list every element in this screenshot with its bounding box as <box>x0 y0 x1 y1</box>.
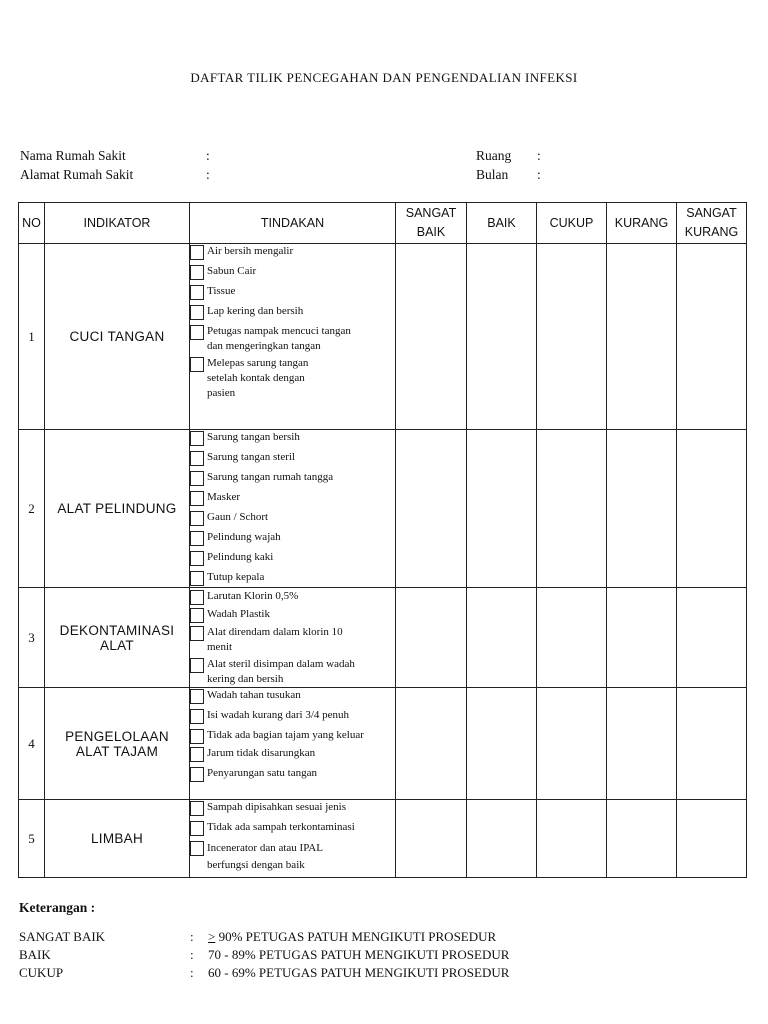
checkbox[interactable] <box>190 551 204 566</box>
legend-value <box>208 929 496 945</box>
checkbox[interactable] <box>190 658 204 673</box>
row-indicator: ALAT PELINDUNG <box>45 430 190 588</box>
checklist-item-label: Tutup kepala <box>207 571 265 583</box>
checklist-item-label: Isi wadah kurang dari 3/4 penuh <box>207 709 350 721</box>
month-label: Bulan <box>476 167 509 182</box>
info-right <box>476 148 626 186</box>
checklist-item-label: Alat steril disimpan dalam wadah kering dan bersih <box>207 658 355 685</box>
checkbox[interactable] <box>190 531 204 546</box>
info-left <box>20 148 320 186</box>
checkbox[interactable] <box>190 325 204 340</box>
room-label: Ruang <box>476 148 512 163</box>
header-cukup: CUKUP <box>537 203 607 244</box>
checklist-item-label: Air bersih mengalir <box>207 245 294 257</box>
checklist-item-label: Tidak ada sampah terkontaminasi <box>207 821 355 833</box>
rating-cell[interactable] <box>677 588 747 688</box>
rating-cell[interactable] <box>396 430 467 588</box>
row-indicator: CUCI TANGAN <box>45 244 190 430</box>
checkbox[interactable] <box>190 709 204 724</box>
rating-cell[interactable] <box>396 588 467 688</box>
hospital-name-colon: : <box>206 148 210 163</box>
rating-cell[interactable] <box>607 244 677 430</box>
rating-cell[interactable] <box>677 244 747 430</box>
checklist-item <box>190 800 395 816</box>
checkbox[interactable] <box>190 821 204 836</box>
checkbox[interactable] <box>190 767 204 782</box>
rating-cell[interactable] <box>396 800 467 878</box>
rating-cell[interactable] <box>467 688 537 800</box>
checklist-item <box>190 284 395 300</box>
rating-cell[interactable] <box>467 800 537 878</box>
header-baik: BAIK <box>467 203 537 244</box>
checklist-item <box>190 356 395 401</box>
checklist-item-label: Larutan Klorin 0,5% <box>207 590 299 602</box>
row-number: 4 <box>19 688 45 800</box>
checklist-item <box>190 430 395 446</box>
rating-cell[interactable] <box>467 430 537 588</box>
document-title: DAFTAR TILIK PENCEGAHAN DAN PENGENDALIAN INFEKSI <box>190 70 578 85</box>
checklist-item-label: Penyarungan satu tangan <box>207 767 317 779</box>
checklist-item-label: Wadah tahan tusukan <box>207 689 301 701</box>
table-row <box>19 430 747 588</box>
row-actions <box>190 800 396 878</box>
checkbox[interactable] <box>190 747 204 762</box>
checklist-item <box>190 728 395 744</box>
room-colon: : <box>537 148 541 163</box>
checkbox[interactable] <box>190 689 204 704</box>
hospital-address-colon: : <box>206 167 210 182</box>
table-header-row <box>19 203 747 244</box>
legend-label: SANGAT BAIK <box>19 929 106 944</box>
checkbox[interactable] <box>190 305 204 320</box>
legend-value <box>208 965 509 981</box>
checklist-item-label: Masker <box>207 491 240 503</box>
checkbox[interactable] <box>190 431 204 446</box>
info-row-hospital-name <box>20 148 320 167</box>
checklist-item-label: Lap kering dan bersih <box>207 305 304 317</box>
row-number: 2 <box>19 430 45 588</box>
checklist-item-label: Incenerator dan atau IPAL berfungsi dengan baik <box>207 842 323 871</box>
checklist-item-label: Sarung tangan steril <box>207 451 295 463</box>
legend-value-text: 60 - 69% PETUGAS PATUH MENGIKUTI PROSEDUR <box>208 965 510 980</box>
info-row-month <box>476 167 626 186</box>
rating-cell[interactable] <box>607 430 677 588</box>
checklist-item-label: Pelindung wajah <box>207 531 281 543</box>
checklist-item <box>190 450 395 466</box>
checkbox[interactable] <box>190 608 204 623</box>
checkbox[interactable] <box>190 245 204 260</box>
checklist-item <box>190 470 395 486</box>
checkbox[interactable] <box>190 590 204 605</box>
table-row <box>19 800 747 878</box>
checklist-item <box>190 490 395 506</box>
checkbox[interactable] <box>190 841 204 856</box>
checklist-item <box>190 820 395 836</box>
legend-colon: : <box>190 947 194 962</box>
checkbox[interactable] <box>190 571 204 586</box>
rating-cell[interactable] <box>396 244 467 430</box>
rating-cell[interactable] <box>607 800 677 878</box>
checklist-item-label: Tidak ada bagian tajam yang keluar <box>207 729 364 741</box>
checklist-item <box>190 510 395 526</box>
hospital-name-label: Nama Rumah Sakit <box>20 148 126 163</box>
checkbox[interactable] <box>190 265 204 280</box>
checklist-item <box>190 708 395 724</box>
rating-cell[interactable] <box>537 688 607 800</box>
checklist-item <box>190 589 395 605</box>
checkbox[interactable] <box>190 451 204 466</box>
checklist-item-label: Gaun / Schort <box>207 511 269 523</box>
rating-cell[interactable] <box>467 244 537 430</box>
legend-value-text: 70 - 89% PETUGAS PATUH MENGIKUTI PROSEDUR <box>208 947 510 962</box>
checklist-item <box>190 607 395 623</box>
header-sangat-baik: SANGAT BAIK <box>396 203 467 244</box>
row-indicator: LIMBAH <box>45 800 190 878</box>
checklist-item-label: Sarung tangan rumah tangga <box>207 471 334 483</box>
rating-cell[interactable] <box>607 588 677 688</box>
header-kurang: KURANG <box>607 203 677 244</box>
rating-cell[interactable] <box>537 800 607 878</box>
month-colon: : <box>537 167 541 182</box>
checkbox[interactable] <box>190 626 204 641</box>
rating-cell[interactable] <box>607 688 677 800</box>
row-number: 1 <box>19 244 45 430</box>
checklist-item <box>190 840 395 874</box>
checkbox[interactable] <box>190 801 204 816</box>
rating-cell[interactable] <box>467 588 537 688</box>
legend-title: Keterangan : <box>19 900 96 915</box>
rating-cell[interactable] <box>677 688 747 800</box>
checklist-item-label: Wadah Plastik <box>207 608 270 620</box>
table-row <box>19 688 747 800</box>
legend-label: CUKUP <box>19 965 64 980</box>
rating-cell[interactable] <box>396 688 467 800</box>
legend-colon: : <box>190 965 194 980</box>
legend-colon: : <box>190 929 194 944</box>
row-indicator: PENGELOLAAN ALAT TAJAM <box>45 688 190 800</box>
legend-label: BAIK <box>19 947 51 962</box>
checklist-item-label: Jarum tidak disarungkan <box>207 747 316 759</box>
checklist-item-label: Melepas sarung tangan setelah kontak dengan pasien <box>207 357 309 399</box>
checkbox[interactable] <box>190 729 204 744</box>
checklist-item <box>190 244 395 260</box>
checklist-item <box>190 324 395 354</box>
checkbox[interactable] <box>190 491 204 506</box>
header-indikator: INDIKATOR <box>45 203 190 244</box>
checklist-item <box>190 550 395 566</box>
table-row <box>19 588 747 688</box>
checklist-item-label: Sampah dipisahkan sesuai jenis <box>207 801 347 813</box>
checklist-item <box>190 688 395 704</box>
checklist-item <box>190 766 395 782</box>
legend-value-text: 90% PETUGAS PATUH MENGIKUTI PROSEDUR <box>215 929 497 944</box>
row-indicator: DEKONTAMINASI ALAT <box>45 588 190 688</box>
row-actions <box>190 688 396 800</box>
header-no: NO <box>19 203 45 244</box>
table-row <box>19 244 747 430</box>
row-number: 5 <box>19 800 45 878</box>
rating-cell[interactable] <box>677 430 747 588</box>
checkbox[interactable] <box>190 471 204 486</box>
rating-cell[interactable] <box>537 430 607 588</box>
header-sangat-kurang: SANGAT KURANG <box>677 203 747 244</box>
checklist-item <box>190 657 395 687</box>
checklist-item <box>190 530 395 546</box>
legend-prefix: > <box>208 929 216 944</box>
checklist-item <box>190 264 395 280</box>
checklist-item <box>190 304 395 320</box>
legend-value <box>208 947 509 963</box>
checkbox[interactable] <box>190 285 204 300</box>
row-number: 3 <box>19 588 45 688</box>
checklist-item <box>190 746 395 762</box>
rating-cell[interactable] <box>537 588 607 688</box>
checklist-item-label: Sarung tangan bersih <box>207 431 300 443</box>
checklist-item <box>190 570 395 586</box>
rating-cell[interactable] <box>677 800 747 878</box>
checklist-item-label: Alat direndam dalam klorin 10 menit <box>207 626 343 653</box>
info-row-room <box>476 148 626 167</box>
checklist-item-label: Petugas nampak mencuci tangan dan mengeringkan tangan <box>207 325 351 352</box>
rating-cell[interactable] <box>537 244 607 430</box>
hospital-address-label: Alamat Rumah Sakit <box>20 167 134 182</box>
checkbox[interactable] <box>190 511 204 526</box>
checklist-item <box>190 625 395 655</box>
checklist-item-label: Tissue <box>207 285 236 297</box>
info-row-hospital-address <box>20 167 320 186</box>
row-actions <box>190 430 396 588</box>
checkbox[interactable] <box>190 357 204 372</box>
row-actions <box>190 244 396 430</box>
checklist-table <box>18 202 747 878</box>
checklist-item-label: Sabun Cair <box>207 265 257 277</box>
header-tindakan: TINDAKAN <box>190 203 396 244</box>
checklist-item-label: Pelindung kaki <box>207 551 274 563</box>
row-actions <box>190 588 396 688</box>
